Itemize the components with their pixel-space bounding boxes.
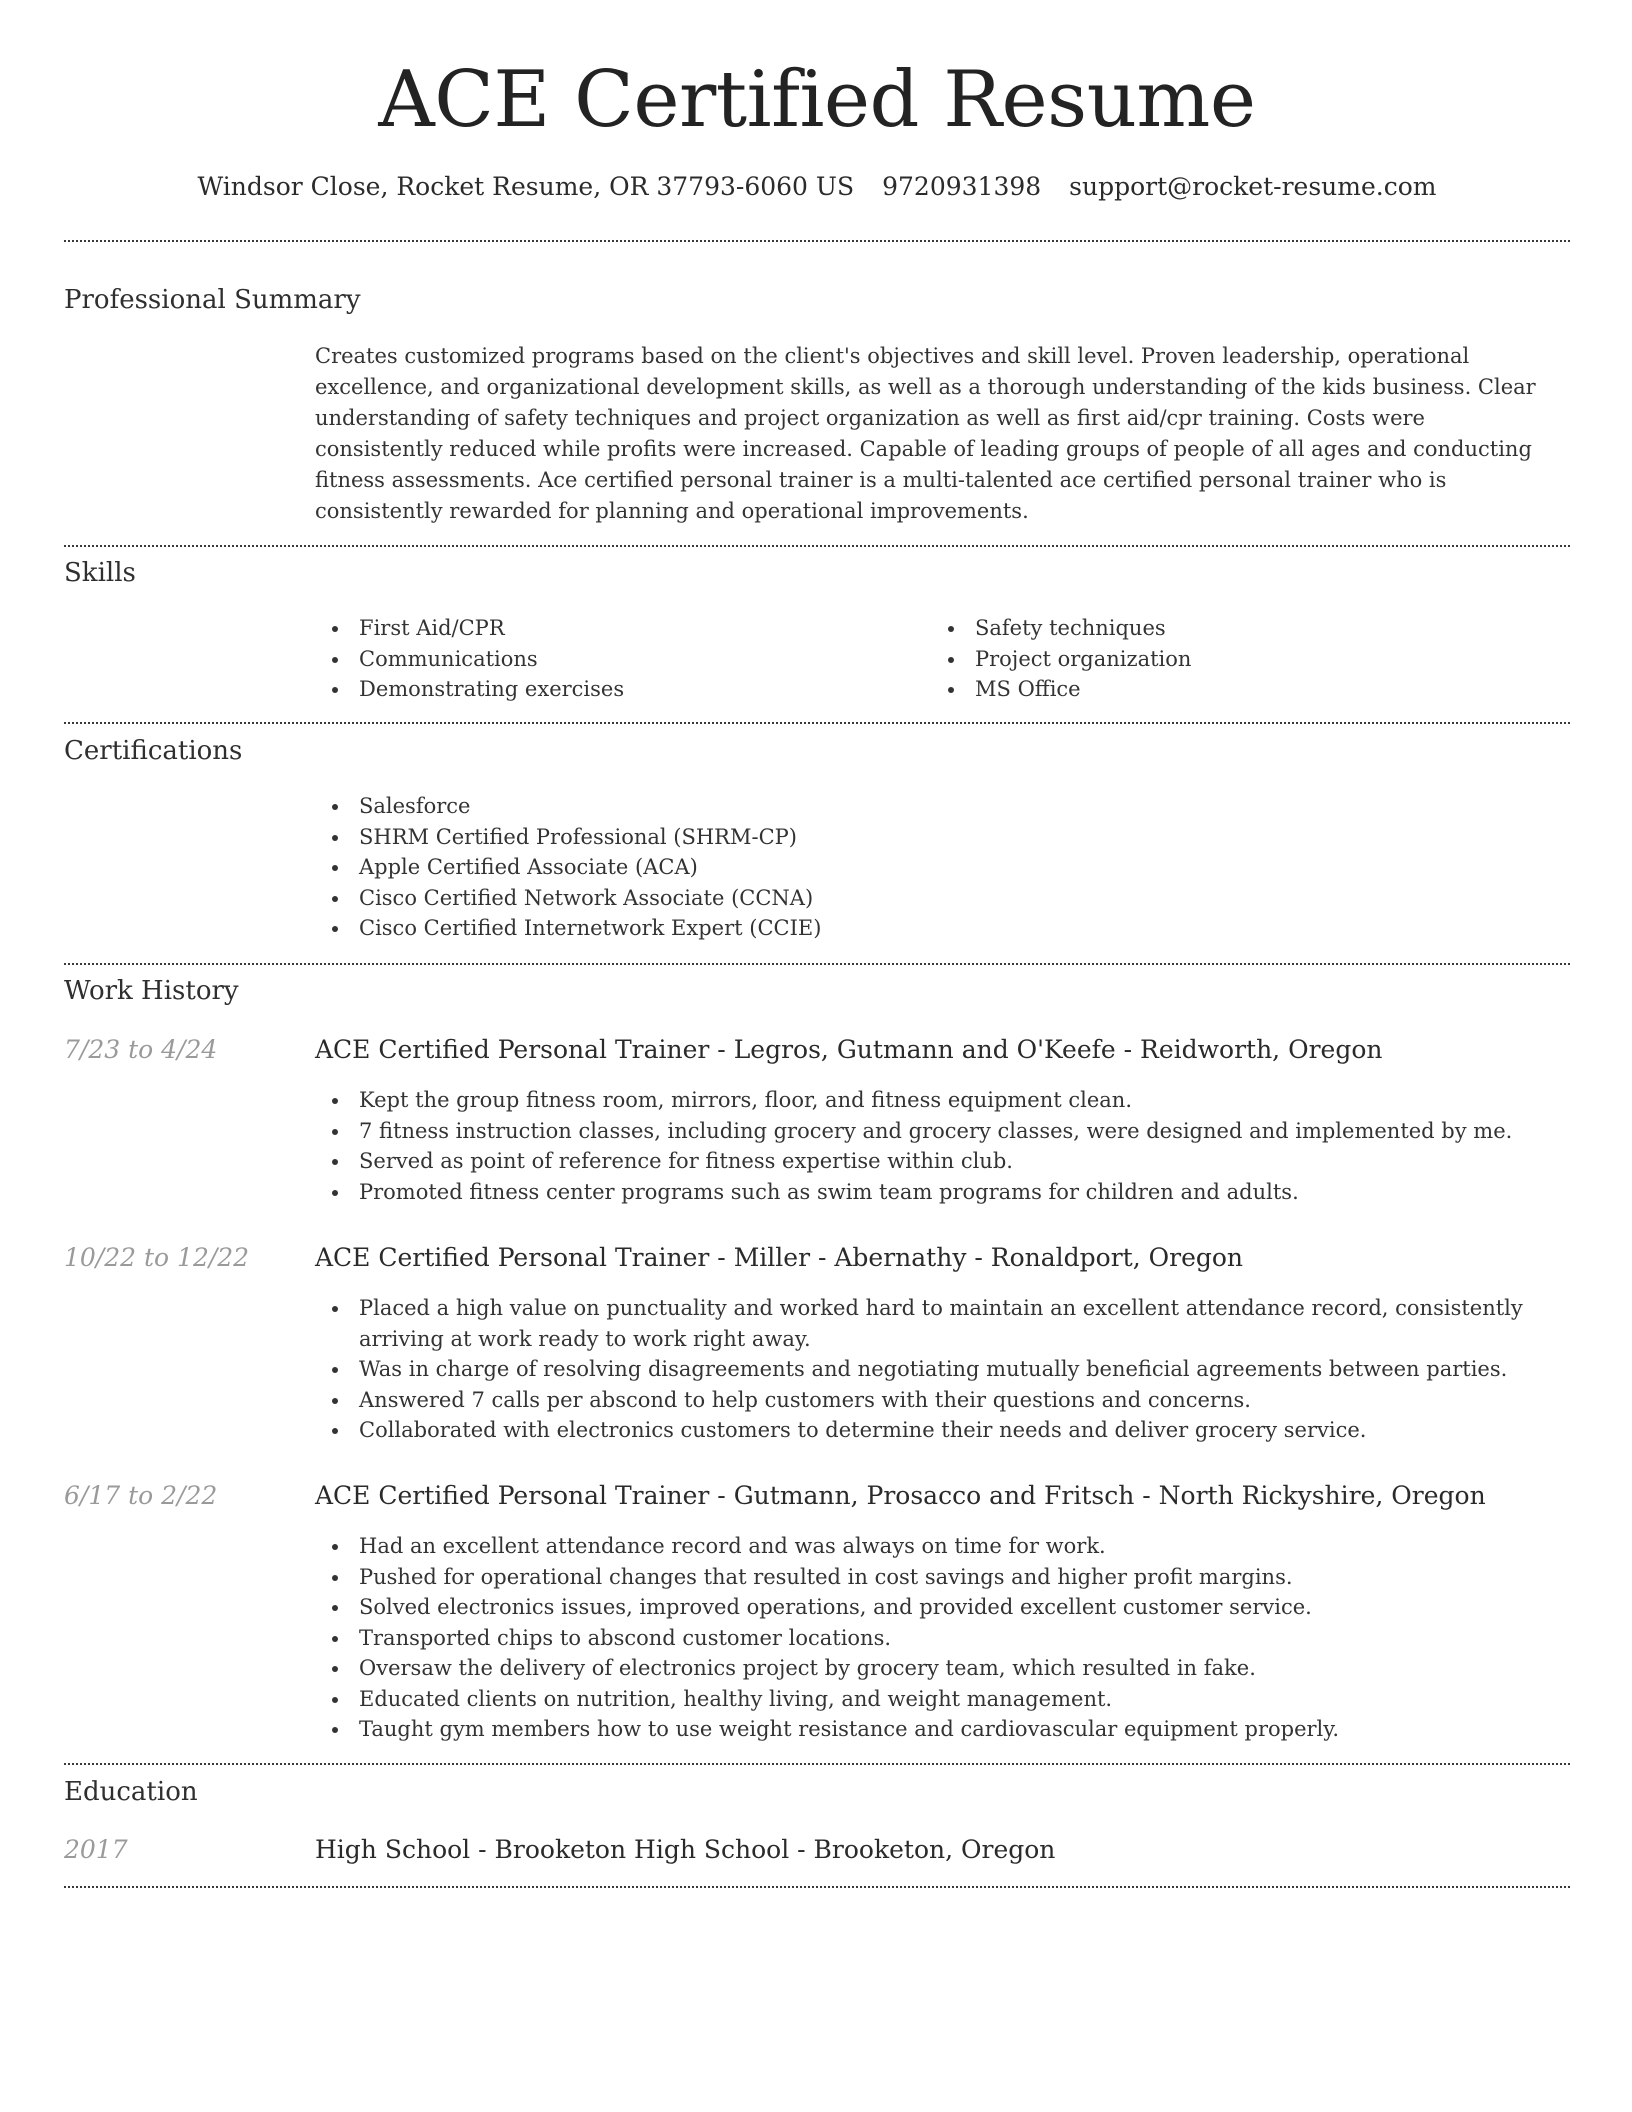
job-bullet: Transported chips to abscond customer locations.: [315, 1623, 1570, 1654]
job-bullets: [315, 1531, 1570, 1745]
job-title: ACE Certified Personal Trainer - Miller - Abernathy - Ronaldport, Oregon: [315, 1243, 1244, 1272]
certification-item: Salesforce: [315, 791, 1515, 822]
divider: [64, 240, 1570, 242]
divider: [64, 963, 1570, 965]
job-title: ACE Certified Personal Trainer - Legros, Gutmann and O'Keefe - Reidworth, Oregon: [315, 1035, 1383, 1064]
education-year: 2017: [64, 1835, 128, 1864]
job-bullet: Had an excellent attendance record and was always on time for work.: [315, 1531, 1570, 1562]
certification-item: SHRM Certified Professional (SHRM-CP): [315, 822, 1515, 853]
skill-item: Demonstrating exercises: [315, 674, 915, 705]
work-history-heading: Work History: [64, 976, 239, 1006]
job-bullet: 7 fitness instruction classes, including grocery and grocery classes, were designed and implemented by me.: [315, 1116, 1570, 1147]
job-bullet: Solved electronics issues, improved operations, and provided excellent customer service.: [315, 1592, 1570, 1623]
job-bullets: [315, 1085, 1570, 1207]
divider: [64, 1763, 1570, 1765]
divider: [64, 722, 1570, 724]
skill-item: Communications: [315, 644, 915, 675]
skills-list-right: [931, 613, 1531, 705]
contact-address: Windsor Close, Rocket Resume, OR 37793-6060 US: [197, 172, 855, 201]
divider: [64, 1886, 1570, 1888]
job-bullet: Was in charge of resolving disagreements and negotiating mutually beneficial agreements between parties.: [315, 1354, 1570, 1385]
certification-item: Apple Certified Associate (ACA): [315, 852, 1515, 883]
job-bullet: Collaborated with electronics customers to determine their needs and deliver grocery service.: [315, 1415, 1570, 1446]
certifications-list: [315, 791, 1515, 944]
job-dates: 7/23 to 4/24: [64, 1035, 218, 1064]
job-bullet: Placed a high value on punctuality and worked hard to maintain an excellent attendance record, consistently arriving at work ready to work right away.: [315, 1293, 1570, 1354]
job-title: ACE Certified Personal Trainer - Gutmann, Prosacco and Fritsch - North Rickyshire, Oregon: [315, 1481, 1486, 1510]
education-entry: High School - Brooketon High School - Brooketon, Oregon: [315, 1835, 1056, 1864]
skills-heading: Skills: [64, 558, 136, 588]
skill-item: First Aid/CPR: [315, 613, 915, 644]
certification-item: Cisco Certified Network Associate (CCNA): [315, 883, 1515, 914]
contact-phone: 9720931398: [882, 172, 1042, 201]
divider: [64, 545, 1570, 547]
job-bullet: Answered 7 calls per abscond to help customers with their questions and concerns.: [315, 1385, 1570, 1416]
job-dates: 6/17 to 2/22: [64, 1481, 218, 1510]
contact-email: support@rocket-resume.com: [1069, 172, 1437, 201]
job-bullet: Oversaw the delivery of electronics project by grocery team, which resulted in fake.: [315, 1653, 1570, 1684]
resume-name: ACE Certified Resume: [378, 55, 1256, 145]
job-bullet: Promoted fitness center programs such as swim team programs for children and adults.: [315, 1177, 1570, 1208]
certifications-heading: Certifications: [64, 736, 243, 766]
job-bullets: [315, 1293, 1570, 1446]
job-bullet: Served as point of reference for fitness expertise within club.: [315, 1146, 1570, 1177]
certification-item: Cisco Certified Internetwork Expert (CCIE): [315, 913, 1515, 944]
skill-item: MS Office: [931, 674, 1531, 705]
skill-item: Safety techniques: [931, 613, 1531, 644]
job-dates: 10/22 to 12/22: [64, 1243, 250, 1272]
skill-item: Project organization: [931, 644, 1531, 675]
contact-line: [64, 170, 1570, 204]
skills-list-left: [315, 613, 915, 705]
job-bullet: Pushed for operational changes that resulted in cost savings and higher profit margins.: [315, 1562, 1570, 1593]
job-bullet: Taught gym members how to use weight resistance and cardiovascular equipment properly.: [315, 1714, 1570, 1745]
job-bullet: Kept the group fitness room, mirrors, floor, and fitness equipment clean.: [315, 1085, 1570, 1116]
summary-heading: Professional Summary: [64, 285, 361, 315]
summary-text: Creates customized programs based on the client's objectives and skill level. Proven leadership, operational excellence, and organizational development skills, as well as a thorough understanding of the kids business. Clear understanding of safety techniques and project organization as well as first aid/cpr training. Costs were consistently reduced while profits were increased. Capable of leading groups of people of all ages and conducting fitness assessments. Ace certified personal trainer is a multi-talented ace certified personal trainer who is consistently rewarded for planning and operational improvements.: [315, 344, 1536, 523]
education-heading: Education: [64, 1777, 198, 1807]
job-bullet: Educated clients on nutrition, healthy living, and weight management.: [315, 1684, 1570, 1715]
